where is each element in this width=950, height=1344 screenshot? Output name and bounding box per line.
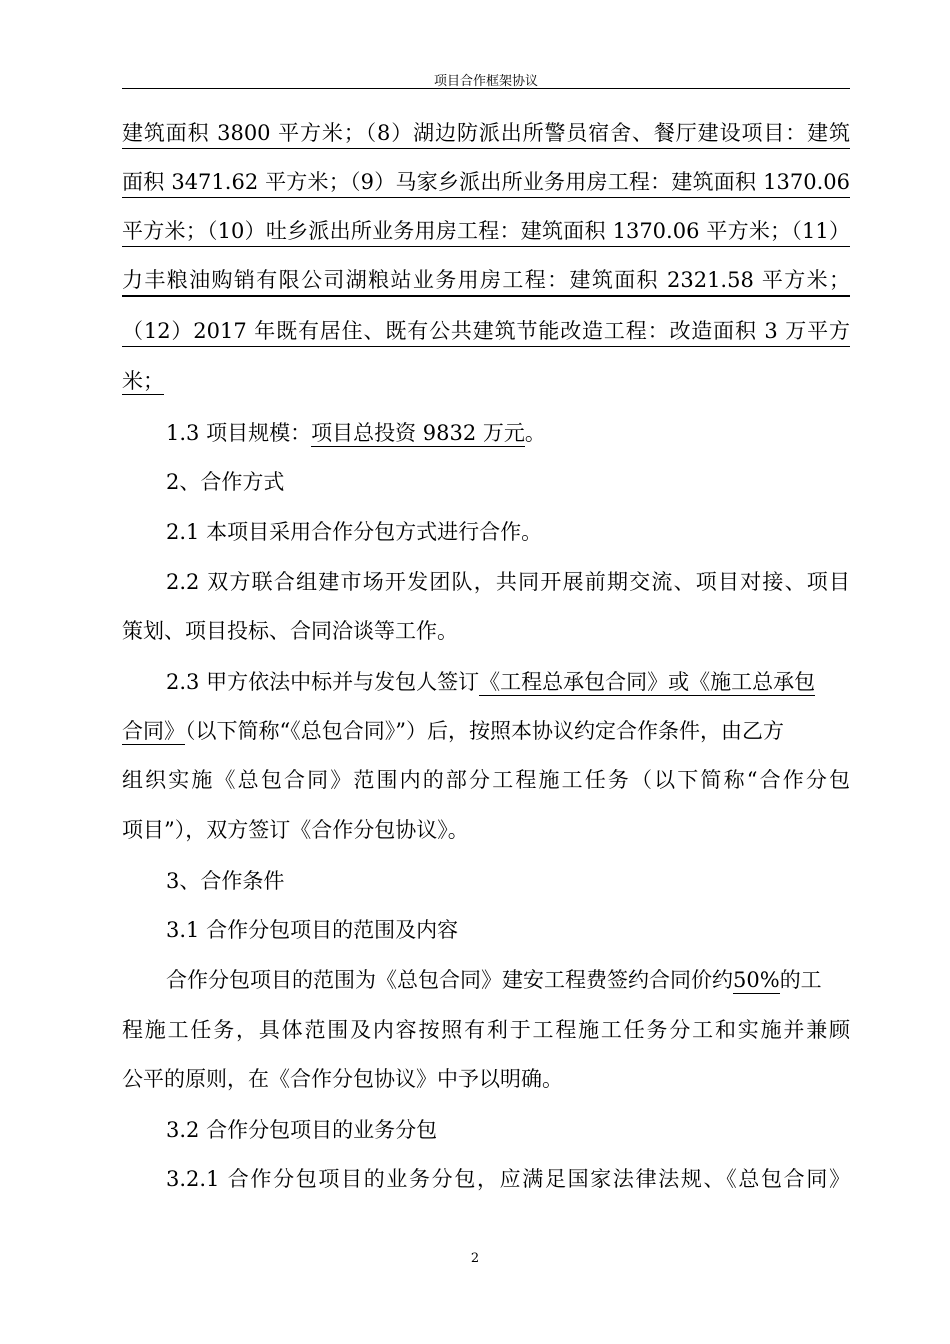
section-2-3-line-4: 项目”），双方签订《合作分包协议》。: [122, 818, 469, 842]
section-1-3-investment: 项目总投资 9832 万元: [311, 421, 525, 445]
paragraph-3-1-line-3: 公平的原则，在《合作分包协议》中予以明确。: [122, 1067, 563, 1091]
header-rule: [122, 88, 850, 89]
text-line-1: 建筑面积 3800 平方米；（8）湖边防派出所警员宿舍、餐厅建设项目：建筑: [122, 120, 850, 149]
section-2-3-contract-end: 合同》: [122, 719, 185, 743]
section-2-3-line-2: [122, 718, 850, 746]
heading-3: 3、合作条件: [166, 869, 285, 893]
section-2-3-contract-names: 《工程总承包合同》或《施工总承包: [479, 670, 816, 694]
section-1-3-label: 1.3 项目规模：: [166, 421, 312, 445]
section-3-2-1: 3.2.1 合作分包项目的业务分包，应满足国家法律法规、《总包合同》: [166, 1167, 850, 1191]
text-line-6: [122, 368, 850, 396]
section-2-1: 2.1 本项目采用合作分包方式进行合作。: [166, 520, 543, 544]
page-header-title: 项目合作框架协议: [433, 74, 538, 89]
text-line-5: （12）2017 年既有居住、既有公共建筑节能改造工程：改造面积 3 万平方: [122, 318, 850, 347]
section-2-2-line-2: 策划、项目投标、合同洽谈等工作。: [122, 619, 458, 643]
paragraph-3-1-line-1-end: 的工: [779, 968, 822, 992]
section-2-2-line-1: 2.2 双方联合组建市场开发团队，共同开展前期交流、项目对接、项目: [166, 570, 850, 594]
section-2-3-line-1: [166, 669, 850, 697]
section-2-3-line-3: 组织实施《总包合同》范围内的部分工程施工任务（以下简称“合作分包: [122, 768, 850, 792]
section-2-3-line-2-rest: （以下简称“《总包合同》”）后，按照本协议约定合作条件，由乙方: [185, 719, 784, 743]
section-2-3-intro: 2.3 甲方依法中标并与发包人签订: [166, 670, 480, 694]
paragraph-3-1-line-2: 程施工任务，具体范围及内容按照有利于工程施工任务分工和实施并兼顾: [122, 1018, 850, 1042]
section-3-1: 3.1 合作分包项目的范围及内容: [166, 918, 459, 942]
page-number: 2: [470, 1251, 480, 1266]
section-1-3: [166, 420, 850, 448]
text-line-3: 平方米；（10）吐乡派出所业务用房工程：建筑面积 1370.06 平方米；（11）: [122, 218, 850, 247]
paragraph-3-1-percent: 50%: [733, 968, 780, 992]
text-line-2: 面积 3471.62 平方米；（9）马家乡派出所业务用房工程：建筑面积 1370.06: [122, 169, 850, 198]
paragraph-3-1-intro: 合作分包项目的范围为《总包合同》建安工程费签约合同价约: [166, 968, 733, 992]
section-3-2: 3.2 合作分包项目的业务分包: [166, 1118, 438, 1142]
section-1-3-end: 。: [524, 421, 546, 445]
paragraph-3-1-line-1: [166, 967, 850, 995]
heading-2: 2、合作方式: [166, 470, 285, 494]
text-line-6-text: 米；: [122, 369, 164, 393]
text-line-4: 力丰粮油购销有限公司湖粮站业务用房工程：建筑面积 2321.58 平方米；: [122, 267, 850, 297]
